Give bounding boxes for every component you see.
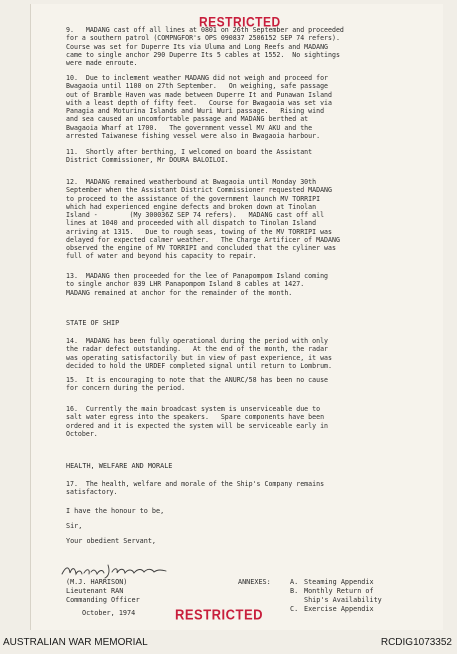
paragraph-17: 17. The health, welfare and morale of the Ship's Company remains satisfactory.	[66, 480, 325, 497]
annexes-label: ANNEXES:	[238, 578, 271, 586]
paragraph-10: 10. Due to inclement weather MADANG did not weigh and proceed for Bwagaoia until 1100 on 27th September. On weighing, safe passage out of Bramble Haven was made between Duperre It and Punawan Island with a least depth of fifty feet. Course for Bwagaoia was set via Panagia and Moturina Islands and Wuri Wuri passage. Rising wind and sea caused an uncomfortable passage and MADANG berthed at Bwagaoia Wharf at 1700. The government vessel MV AKU and the arrested Taiwanese fishing vessel were also in Bwagaoia harbour.	[66, 74, 332, 140]
signatory-title: Commanding Officer	[66, 596, 140, 604]
heading-state-of-ship: STATE OF SHIP	[66, 319, 120, 327]
closing-honour: I have the honour to be,	[66, 507, 165, 515]
signatory-date: October, 1974	[82, 609, 136, 617]
paragraph-11: 11. Shortly after berthing, I welcomed on board the Assistant District Commissioner, Mr DOURA BALOILOI.	[66, 148, 313, 165]
restricted-stamp-top: RESTRICTED	[199, 13, 281, 31]
footer-record-id: RCDIG1073352	[380, 637, 452, 648]
restricted-stamp-bottom: RESTRICTED	[175, 605, 264, 624]
paragraph-14: 14. MADANG has been fully operational during the period with only the radar defect outstanding. At the end of the month, the radar was operating satisfactorily but in view of past experience, it was decided to hold the URDEF completed signal until return to Lombrum.	[66, 337, 332, 370]
closing-servant: Your obedient Servant,	[66, 537, 157, 545]
paragraph-16: 16. Currently the main broadcast system is unserviceable due to salt water egress into the speakers. Spare components have been ordered and it is expected the system will be serviceable early in October.	[66, 405, 329, 438]
paragraph-9: 9. MADANG cast off all lines at 0801 on 26th September and proceeded for a southern patrol (COMPNGFOR's OPS 090837 2506152 SEP 74 refers). Course was set for Duperre Its via Uluma and Long Reefs and MADANG came to single anchor 290 Duperre Its 5 cables at 1552. No sightings were made enroute.	[66, 26, 344, 67]
annex-items: Steaming Appendix Monthly Return of Ship's Availability Exercise Appendix	[304, 578, 382, 613]
signatory-rank: Lieutenant RAN	[66, 587, 124, 595]
paragraph-13: 13. MADANG then proceeded for the lee of Panapompom Island coming to single anchor 039 LHR Panapompom Island 8 cables at 1427. MADANG remained at anchor for the remainder of the month.	[66, 272, 329, 297]
heading-health-welfare: HEALTH, WELFARE AND MORALE	[66, 462, 173, 470]
paragraph-12: 12. MADANG remained weatherbound at Bwagaoia until Monday 30th September when the Assistant District Commissioner requested MADANG to proceed to the assistance of the government launch MV TORRIPI which had experienced engine defects and broken down at Tinolan Island - (My 300036Z SEP 74 refers). MADANG cast off all lines at 1040 and proceeded with all dispatch to Tinolan Island arriving at 1315. Due to rough seas, towing of the MV TORRIPI was delayed for expected calmer weather. The Charge Artificer of MADANG observed the engine of MV TORRIPI and concluded that the cyliner was full of water and beyond his capacity to repair.	[66, 178, 340, 261]
signatory-name: (M.J. HARRISON)	[66, 578, 128, 586]
footer-institution: AUSTRALIAN WAR MEMORIAL	[3, 637, 148, 648]
paragraph-15: 15. It is encouraging to note that the ANURC/58 has been no cause for concern during the period.	[66, 376, 329, 393]
closing-sir: Sir,	[66, 522, 83, 530]
annex-letters: A. B. C.	[290, 578, 299, 613]
